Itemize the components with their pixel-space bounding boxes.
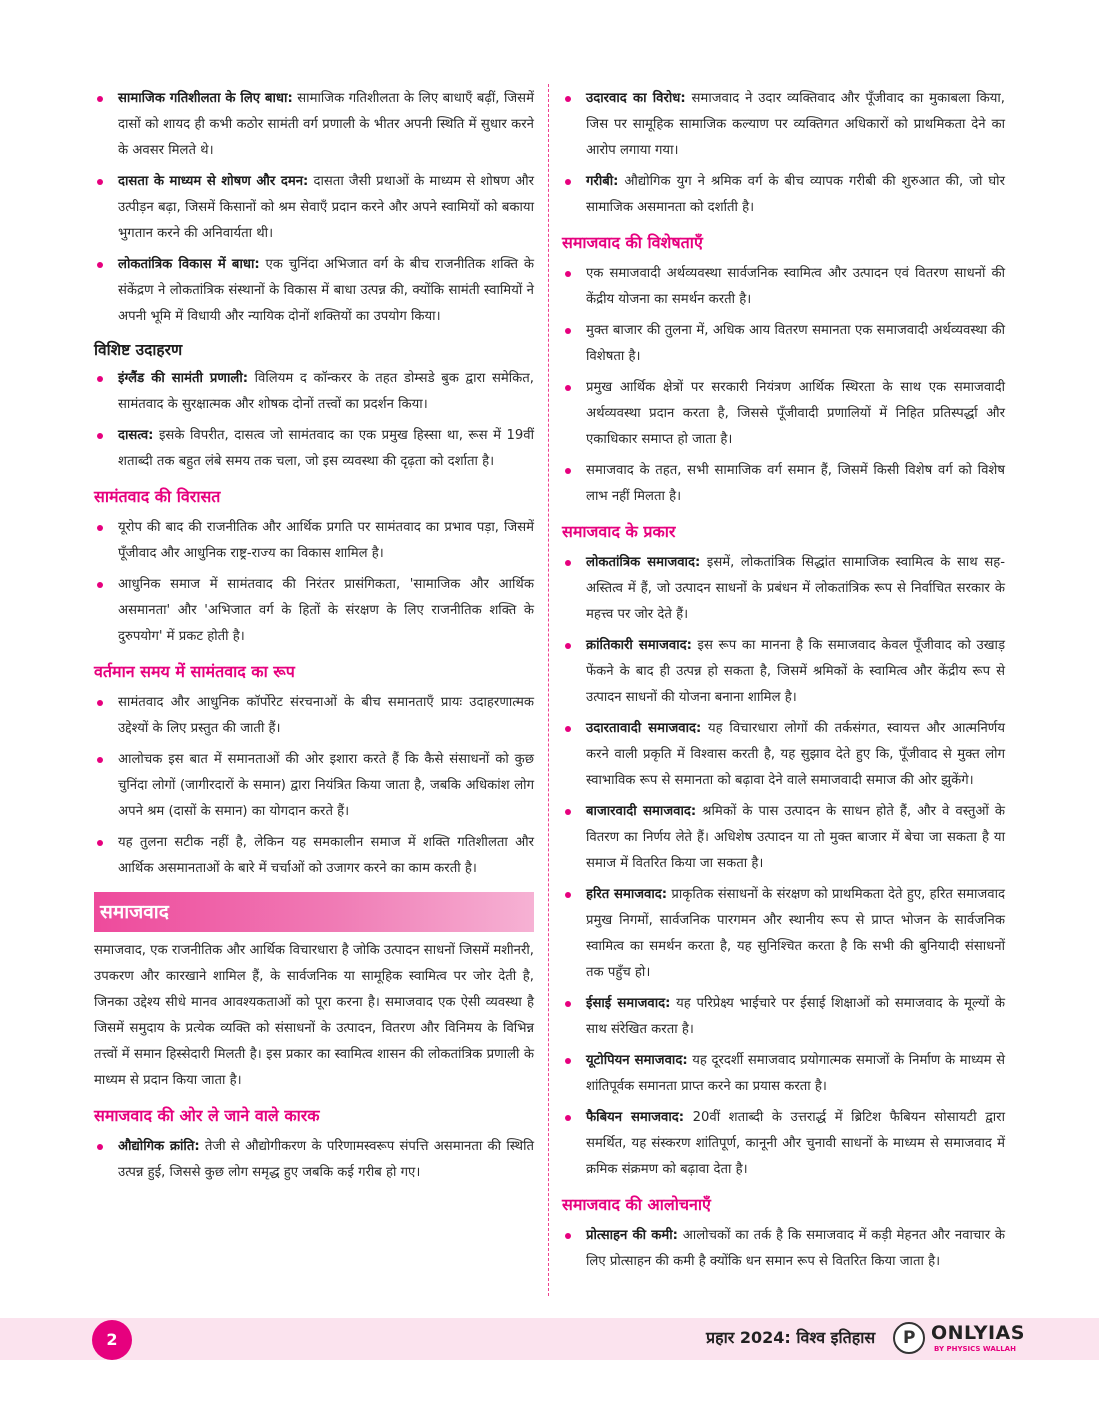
list-item-text: मुक्त बाजार की तुलना में, अधिक आय वितरण समानता एक समाजवादी अर्थव्यवस्था की विशेषता है।: [586, 323, 1005, 364]
list-item-text: इस रूप का मानना है कि समाजवाद केवल पूँजीवाद को उखाड़ फेंकने के बाद ही उत्पन्न हो सकता है, जिसमें श्रमिकों के स्वामित्व और केंद्रीय रूप से उत्पादन साधनों की योजना बनाना शामिल है।: [586, 638, 1005, 705]
physics-wallah-logo-icon: [893, 1322, 925, 1354]
list-item-text: आधुनिक समाज में सामंतवाद की निरंतर प्रासंगिकता, 'सामाजिक और आर्थिक असमानता' और 'अभिजात वर्ग के हितों के संरक्षण के लिए राजनीतिक शक्ति के दुरुपयोग' में प्रकट होती है।: [118, 577, 534, 644]
list-item-term: लोकतांत्रिक समाजवाद:: [586, 555, 701, 570]
socialism-intro-paragraph: समाजवाद, एक राजनीतिक और आर्थिक विचारधारा है जोकि उत्पादन साधनों जिसमें मशीनरी, उपकरण और कारखाने शामिल हैं, के सार्वजनिक या सामूहिक स्वामित्व पर जोर देती है, जिनका उद्देश्य सीधे मानव आवश्यकताओं को पूरा करना है। समाजवाद एक ऐसी व्यवस्था है जिसमें समुदाय के प्रत्येक व्यक्ति को संसाधनों के उत्पादन, वितरण और विनिमय के विभिन्न तत्त्वों में समान हिस्सेदारी मिलती है। इस प्रकार का स्वामित्व शासन की लोकतांत्रिक प्रणाली के माध्यम से प्रदान किया जाता है।: [94, 943, 534, 1088]
list-item: [562, 1048, 1005, 1100]
list-item: [94, 169, 534, 247]
list-item-text: सामंतवाद और आधुनिक कॉर्पोरेट संरचनाओं के बीच समानताएँ प्रायः उदाहरणात्मक उद्देश्यों के लिए प्रस्तुत की जाती हैं।: [118, 695, 534, 736]
list-item-text: औद्योगिक युग ने श्रमिक वर्ग के बीच व्यापक गरीबी की शुरुआत की, जो घोर सामाजिक असमानता को दर्शाती है।: [586, 174, 1005, 215]
list-item-text: एक समाजवादी अर्थव्यवस्था सार्वजनिक स्वामित्व और उत्पादन एवं वितरण साधनों की केंद्रीय योजना का समर्थन करती है।: [586, 266, 1005, 307]
onlyias-logo-text: ONLYIAS: [931, 1322, 1025, 1344]
list-item-term: ईसाई समाजवाद:: [586, 996, 671, 1011]
examples-list: [94, 366, 534, 475]
list-item-term: दासत्व:: [118, 428, 154, 443]
list-item: [562, 261, 1005, 313]
criticism-list: [562, 1223, 1005, 1275]
section-banner-socialism: समाजवाद: [94, 892, 534, 932]
list-item-term: फैबियन समाजवाद:: [586, 1110, 685, 1125]
list-item-text: तेजी से औद्योगीकरण के परिणामस्वरूप संपत्ति असमानता की स्थिति उत्पन्न हुई, जिससे कुछ लोग समृद्ध हुए जबकि कई गरीब हो गए।: [118, 1139, 535, 1180]
list-item-text: यह तुलना सटीक नहीं है, लेकिन यह समकालीन समाज में शक्ति गतिशीलता और आर्थिक असमानताओं के बारे में चर्चाओं को उजागर करने का काम करती है।: [118, 835, 534, 876]
list-item-term: यूटोपियन समाजवाद:: [586, 1053, 688, 1068]
list-item-text: इसमें, लोकतांत्रिक सिद्धांत सामाजिक स्वामित्व के साथ सह-अस्तित्व में हैं, जो उत्पादन साधनों के प्रबंधन में लोकतांत्रिक रूप से निर्वाचित सरकार के महत्त्व पर जोर देते हैं।: [586, 555, 1006, 622]
list-item: [562, 799, 1005, 877]
list-item: [94, 423, 534, 475]
list-item-text: इसके विपरीत, दासत्व जो सामंतवाद का एक प्रमुख हिस्सा था, रूस में 19वीं शताब्दी तक बहुत लंबे समय तक चला, जो इस व्यवस्था की दृढ़ता को दर्शाता है।: [118, 428, 534, 469]
legacy-list: [94, 515, 534, 650]
factors-list: [94, 1134, 534, 1186]
list-item-term: इंग्लैंड की सामंती प्रणाली:: [118, 371, 249, 386]
list-item-term: लोकतांत्रिक विकास में बाधा:: [118, 257, 260, 272]
list-item: [94, 830, 534, 882]
list-item: [562, 550, 1005, 628]
column-divider: [548, 84, 549, 1296]
list-item-term: प्रोत्साहन की कमी:: [586, 1228, 678, 1243]
list-item-term: गरीबी:: [586, 174, 619, 189]
feudalism-effects-list: [94, 86, 534, 330]
list-item-text: यूरोप की बाद की राजनीतिक और आर्थिक प्रगति पर सामंतवाद का प्रभाव पड़ा, जिसमें पूँजीवाद और आधुनिक राष्ट्र-राज्य का विकास शामिल है।: [118, 520, 534, 561]
present-feudalism-list: [94, 690, 534, 882]
onlyias-logo-subtext: BY PHYSICS WALLAH: [934, 1345, 1016, 1353]
heading-socialism-factors: समाजवाद की ओर ले जाने वाले कारक: [94, 1106, 320, 1125]
list-item-term: बाजारवादी समाजवाद:: [586, 804, 697, 819]
list-item: [562, 169, 1005, 221]
right-column: [562, 86, 1005, 1280]
list-item-text: समाजवाद ने उदार व्यक्तिवाद और पूँजीवाद का मुकाबला किया, जिस पर सामूहिक सामाजिक कल्याण पर व्यक्तिगत अधिकारों को प्राथमिकता देने का आरोप लगाया गया।: [586, 91, 1005, 158]
footer-book-title: प्रहार 2024: विश्व इतिहास: [706, 1328, 876, 1347]
list-item-text: आलोचकों का तर्क है कि समाजवाद में कड़ी मेहनत और नवाचार के लिए प्रोत्साहन की कमी है क्योंकि धन समान रूप से वितरित किया जाता है।: [586, 1228, 1005, 1269]
heading-socialism-features: समाजवाद की विशेषताएँ: [562, 233, 703, 252]
list-item-text: प्रमुख आर्थिक क्षेत्रों पर सरकारी नियंत्रण आर्थिक स्थिरता के साथ एक समाजवादी अर्थव्यवस्था प्रदान करता है, जिससे पूँजीवादी प्रणालियों में निहित प्रतिस्पर्द्धा और एकाधिकार समाप्त हो जाता है।: [586, 380, 1005, 447]
list-item: [562, 882, 1005, 986]
list-item-text: श्रमिकों के पास उत्पादन के साधन होते हैं, और वे वस्तुओं के वितरण का निर्णय लेते हैं। अधिशेष उत्पादन या तो मुक्त बाजार में बेचा जा सकता है या समाज में वितरित किया जा सकता है।: [586, 804, 1005, 871]
list-item-text: आलोचक इस बात में समानताओं की ओर इशारा करते हैं कि कैसे संसाधनों को कुछ चुनिंदा लोगों (जागीरदारों के समान) द्वारा नियंत्रित किया जाता है, जबकि अधिकांश लोग अपने श्रम (दासों के समान) का योगदान करते हैं।: [118, 752, 534, 819]
factors-list-continued: [562, 86, 1005, 221]
list-item-term: औद्योगिक क्रांति:: [118, 1139, 200, 1154]
list-item-text: यह परिप्रेक्ष्य भाईचारे पर ईसाई शिक्षाओं को समाजवाद के मूल्यों के साथ संरेखित करता है।: [586, 996, 1005, 1037]
list-item: [562, 633, 1005, 711]
list-item: [562, 375, 1005, 453]
heading-socialism-criticism: समाजवाद की आलोचनाएँ: [562, 1195, 711, 1214]
heading-specific-examples: विशिष्ट उदाहरण: [94, 341, 183, 359]
list-item-term: सामाजिक गतिशीलता के लिए बाधा:: [118, 91, 293, 106]
list-item-term: क्रांतिकारी समाजवाद:: [586, 638, 692, 653]
list-item-text: समाजवाद के तहत, सभी सामाजिक वर्ग समान हैं, जिसमें किसी विशेष वर्ग को विशेष लाभ नहीं मिलता है।: [586, 463, 1005, 504]
list-item: [562, 1105, 1005, 1183]
types-list: [562, 550, 1005, 1183]
list-item-text: यह विचारधारा लोगों की तर्कसंगत, स्वायत्त और आत्मनिर्णय करने वाली प्रकृति में विश्वास करती है, यह सुझाव देते हुए कि, पूँजीवाद से मुक्त लोग स्वाभाविक रूप से समानता को बढ़ावा देने वाले समाजवादी समाज की ओर झुकेंगे।: [586, 721, 1005, 788]
heading-socialism-types: समाजवाद के प्रकार: [562, 522, 676, 541]
list-item: [94, 252, 534, 330]
list-item-text: यह दूरदर्शी समाजवाद प्रयोगात्मक समाजों के निर्माण के माध्यम से शांतिपूर्वक समानता प्राप्त करने का प्रयास करता है।: [586, 1053, 1005, 1094]
list-item: [562, 318, 1005, 370]
features-list: [562, 261, 1005, 510]
list-item: [562, 991, 1005, 1043]
list-item-text: 20वीं शताब्दी के उत्तरार्द्ध में ब्रिटिश फैबियन सोसायटी द्वारा समर्थित, यह संस्करण शांतिपूर्ण, कानूनी और चुनावी साधनों के माध्यम से समाजवाद में क्रमिक संक्रमण को बढ़ावा देता है।: [586, 1110, 1005, 1177]
heading-feudalism-legacy: सामंतवाद की विरासत: [94, 487, 221, 506]
list-item-text: दासता जैसी प्रथाओं के माध्यम से शोषण और उत्पीड़न बढ़ा, जिसमें किसानों को श्रम सेवाएँ प्रदान करने और अपने स्वामियों को बकाया भुगतान करने की अनिवार्यता थी।: [118, 174, 534, 241]
list-item-text: विलियम द कॉन्करर के तहत डोम्सडे बुक द्वारा समेकित, सामंतवाद के सुरक्षात्मक और शोषक दोनों तत्त्वों का प्रदर्शन किया।: [118, 371, 534, 412]
list-item: [562, 716, 1005, 794]
list-item: [562, 86, 1005, 164]
list-item: [94, 690, 534, 742]
list-item-term: हरित समाजवाद:: [586, 887, 668, 902]
list-item: [94, 572, 534, 650]
list-item-text: सामाजिक गतिशीलता के लिए बाधाएँ बढ़ीं, जिसमें दासों को शायद ही कभी कठोर सामंती वर्ग प्रणाली के भीतर अपनी स्थिति में सुधार करने के अवसर मिलते थे।: [118, 91, 534, 158]
list-item: [94, 747, 534, 825]
list-item: [94, 1134, 534, 1186]
heading-present-feudalism: वर्तमान समय में सामंतवाद का रूप: [94, 662, 295, 681]
list-item: [94, 86, 534, 164]
list-item-text: एक चुनिंदा अभिजात वर्ग के बीच राजनीतिक शक्ति के संकेंद्रण ने लोकतांत्रिक संस्थानों के विकास में बाधा उत्पन्न की, क्योंकि सामंती स्वामियों ने अपनी भूमि में विधायी और न्यायिक दोनों शक्तियों का उपयोग किया।: [118, 257, 535, 324]
list-item: [94, 515, 534, 567]
list-item: [94, 366, 534, 418]
list-item-term: उदारतावादी समाजवाद:: [586, 721, 702, 736]
list-item-term: उदारवाद का विरोध:: [586, 91, 686, 106]
list-item: [562, 458, 1005, 510]
list-item-text: प्राकृतिक संसाधनों के संरक्षण को प्राथमिकता देते हुए, हरित समाजवाद प्रमुख निगमों, सार्वजनिक पारगमन और स्थानीय रूप से प्राप्त भोजन के सार्वजनिक स्वामित्व का समर्थन करता है, यह सुनिश्चित करता है कि सभी की बुनियादी संसाधनों तक पहुँच हो।: [586, 887, 1005, 980]
left-column: [94, 86, 534, 1191]
page-number: 2: [92, 1320, 132, 1360]
list-item-term: दासता के माध्यम से शोषण और दमन:: [118, 174, 309, 189]
list-item: [562, 1223, 1005, 1275]
